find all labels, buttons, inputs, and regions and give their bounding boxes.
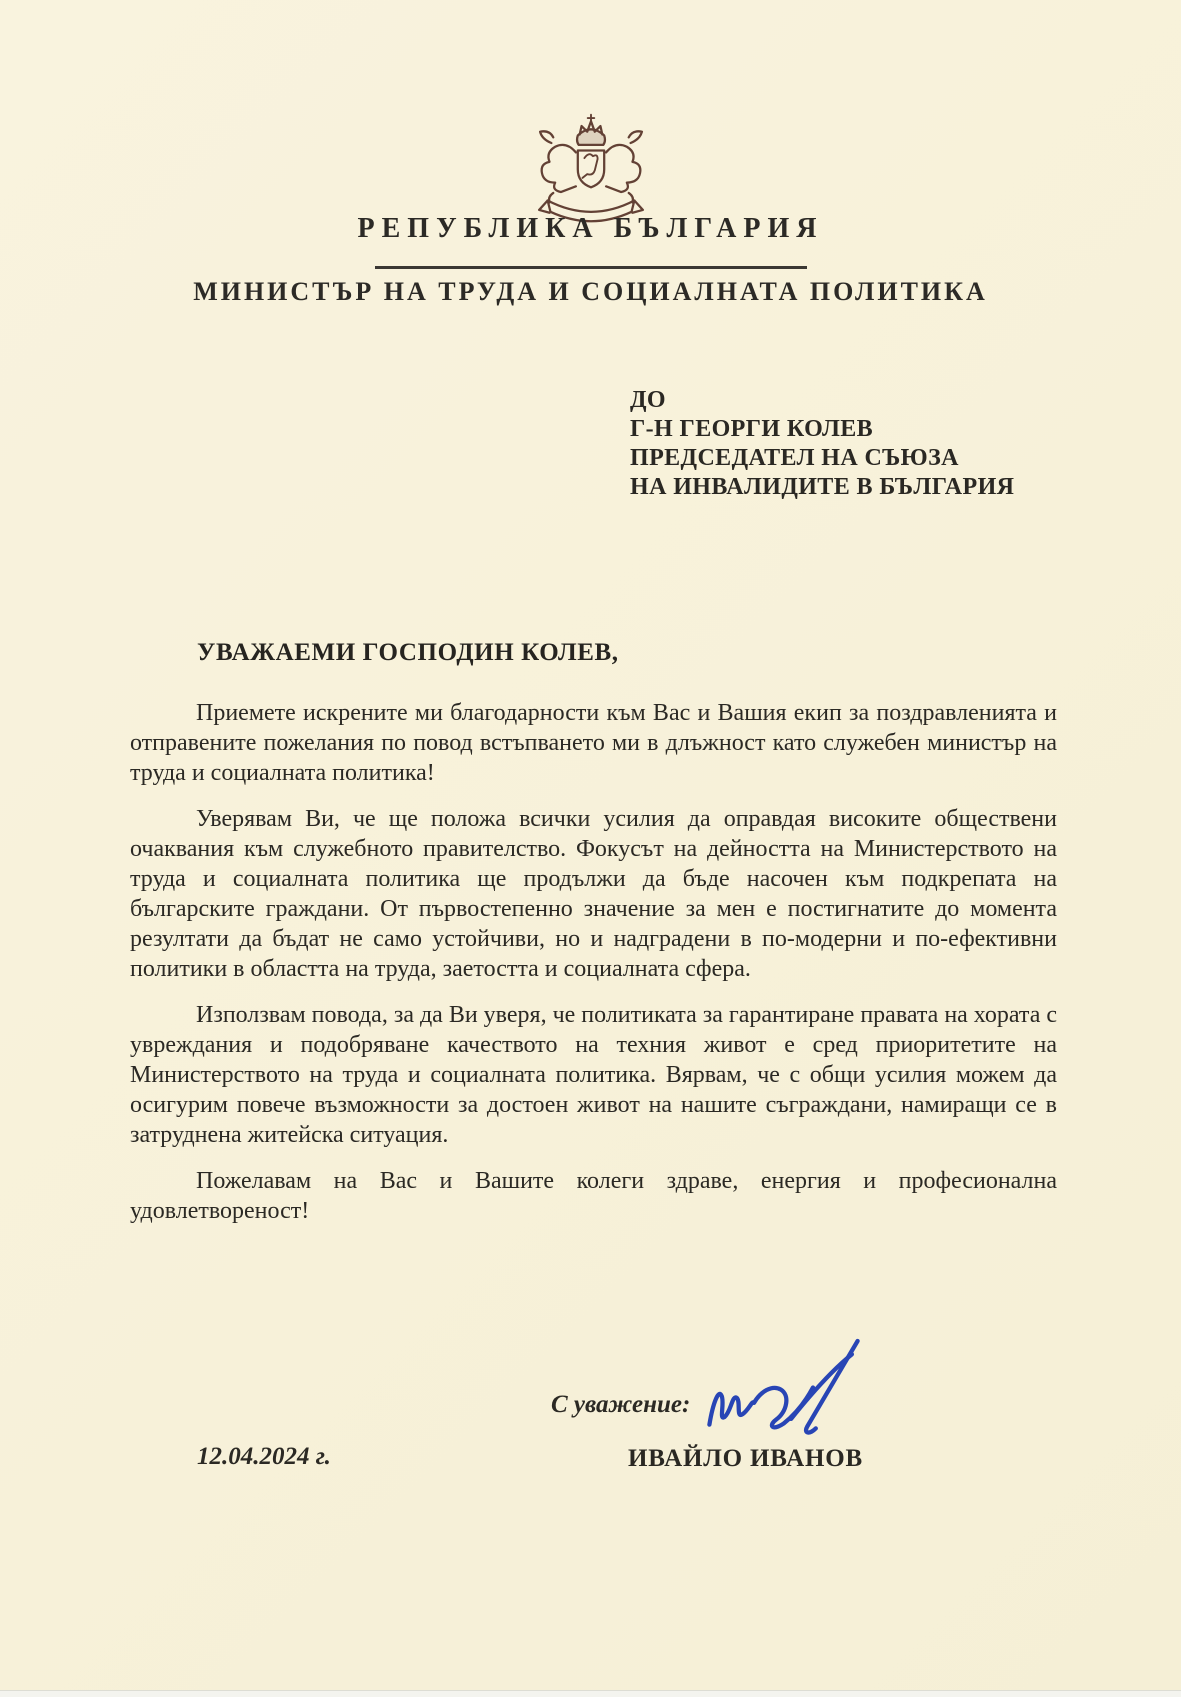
- republic-title: РЕПУБЛИКА БЪЛГАРИЯ: [357, 213, 824, 244]
- letter-date: 12.04.2024 г.: [197, 1443, 331, 1470]
- scan-bottom-edge: [0, 1690, 1181, 1697]
- paragraph-1: Приемете искрените ми благодарности към Вас и Вашия екип за поздравленията и отправените пожелания по повод встъпването ми в длъжност като служебен министър на труда и социалната политика!: [130, 700, 1057, 786]
- paragraph-4: Пожелавам на Вас и Вашите колеги здраве, енергия и професионална удовлетвореност!: [130, 1168, 1057, 1224]
- recipient-line-to: ДО: [630, 387, 666, 413]
- paragraph-2: Уверявам Ви, че ще положа всички усилия да оправдая високите обществени очаквания към служебното правителство. Фокусът на дейността на Министерството на труда и социалната политика ще продължи да бъде насочен към подкрепата на българските граждани. От първостепенно значение за мен е постигнатите до момента резултати да бъдат не само устойчиви, но и надградени в по-модерни и по-ефективни политики в областта на труда, заетостта и социалната сфера.: [130, 806, 1057, 982]
- closing-label: С уважение:: [551, 1391, 691, 1418]
- minister-title: МИНИСТЪР НА ТРУДА И СОЦИАЛНАТА ПОЛИТИКА: [193, 277, 988, 306]
- salutation: УВАЖАЕМИ ГОСПОДИН КОЛЕВ,: [197, 639, 619, 666]
- letter-body: [130, 698, 1057, 1242]
- recipient-line-title2: НА ИНВАЛИДИТЕ В БЪЛГАРИЯ: [630, 474, 1015, 500]
- recipient-line-name: Г-Н ГЕОРГИ КОЛЕВ: [630, 416, 874, 442]
- recipient-line-title1: ПРЕДСЕДАТЕЛ НА СЪЮЗА: [630, 445, 959, 471]
- title-divider: [375, 266, 807, 269]
- recipient-block: [630, 386, 1014, 502]
- signer-name: ИВАЙЛО ИВАНОВ: [628, 1445, 863, 1472]
- paragraph-3: Използвам повода, за да Ви уверя, че политиката за гарантиране правата на хората с увреждания и подобряване качеството на техния живот е сред приоритетите на Министерството на труда и социалната политика. Вярвам, че с общи усилия можем да осигурим повече възможности за достоен живот на нашите съграждани, намиращи се в затруднена житейска ситуация.: [130, 1002, 1058, 1148]
